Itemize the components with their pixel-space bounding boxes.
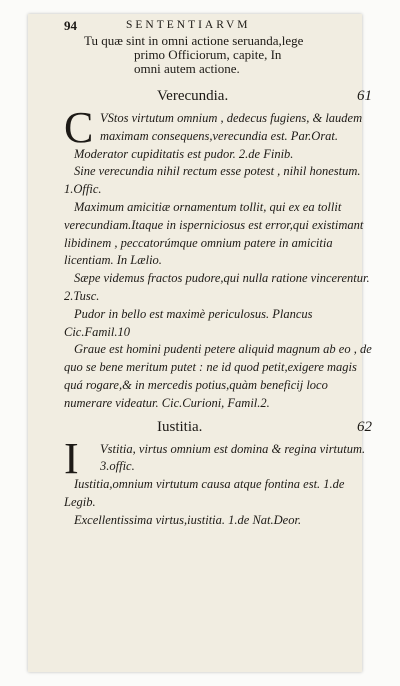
drop-capital: C [64, 103, 94, 152]
sentence-entry: Moderator cupiditatis est pudor. 2.de Finib. [74, 146, 294, 161]
section-heading [64, 88, 376, 110]
sentence-entry: Graue est homini pudenti petere aliquid magnum ab eo , de quo se bene meritum putet : ne id quod petit,exigere magis quá rogare,& in mercedis potius,quàm beneficij loco numerare videatur. Cic.Curioni, Famil.2. [64, 342, 372, 410]
sentence-entry [64, 103, 376, 152]
page-header [64, 18, 376, 34]
entry-text: Vstitia, virtus omnium est domina & regina virtutum. 3.offic. [100, 441, 366, 474]
section-number: 61 [357, 88, 372, 104]
sentence-entry: Excellentissima virtus,iustitia. 1.de Nat.Deor. [74, 512, 302, 527]
folio-number: 94 [64, 18, 77, 33]
book-page [28, 14, 372, 672]
running-head: SENTENTIARVM [126, 19, 251, 31]
text-block [64, 18, 376, 530]
sentence-entry: Pudor in bello est maximè periculosus. Plancus Cic.Famil.10 [64, 306, 313, 339]
sentence-entry: Sæpe videmus fractos pudore,qui nulla ratione vincerentur. 2.Tusc. [64, 271, 370, 303]
sentence-entry: Sine verecundia nihil rectum esse potest , nihil honestum. 1.Offic. [64, 164, 361, 197]
section-number: 62 [357, 418, 372, 435]
section-title: Iustitia. [157, 418, 203, 435]
sentence-entry [64, 433, 376, 483]
sentence-entry: Iustitia,omnium virtutum causa atque fontina est. 1.de Legib. [64, 477, 345, 509]
drop-capital: I [64, 433, 79, 483]
section-heading [64, 419, 376, 441]
header-note [84, 34, 376, 76]
header-note-line: Tu quæ sint in omni actione seruanda,lege [84, 33, 304, 48]
sentence-entry: Maximum amicitiæ ornamentum tollit, qui ex ea tollit verecundiam.Itaque in isperniciosus est error,qui existimant libidinem , peccatorúmque omnium patere in amicitia licentiam. In Lælio. [64, 199, 364, 268]
section-title: Verecundia. [157, 88, 229, 104]
header-note-line: omni autem actione. [134, 61, 240, 76]
header-note-line: primo Officiorum, capite, In [134, 47, 282, 62]
entry-text: VStos virtutum omnium , dedecus fugiens, & laudem maximam consequens,verecundia est. Par.Orat. [100, 111, 363, 143]
